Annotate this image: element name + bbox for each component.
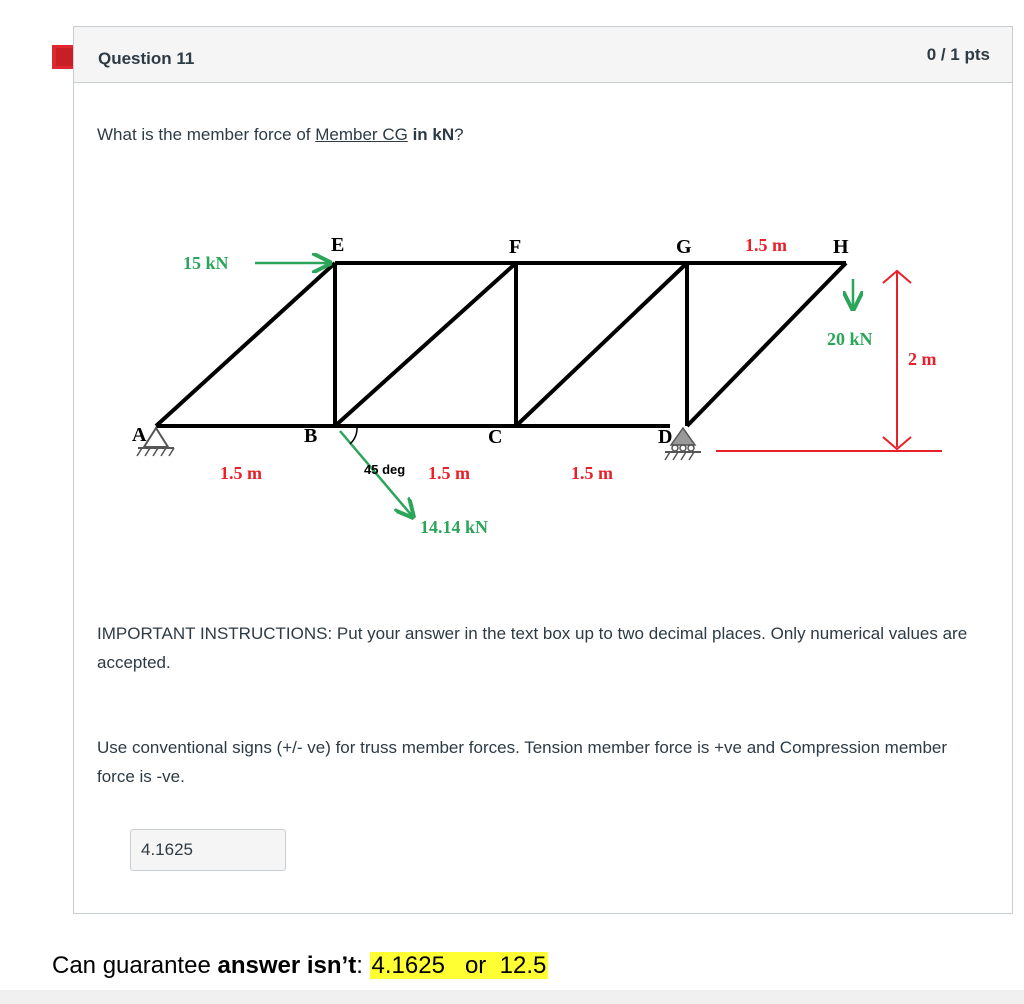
bottom-strip [0,990,1024,1004]
node-g-label: G [676,236,692,258]
node-f-label: F [509,236,522,258]
dim-ab-label: 1.5 m [220,463,262,483]
member-cg-link: Member CG [315,125,408,144]
angle-arc [350,427,357,444]
question-text-unit: in kN [412,125,455,144]
question-points: 0 / 1 pts [926,45,990,64]
question-text-suffix: ? [454,125,464,144]
load-h-label: 20 kN [827,329,873,349]
load-b-label: 14.14 kN [420,517,489,537]
sign-convention-text: Use conventional signs (+/- ve) for truss member forces. Tension member force is +ve and Compression member force is -ve. [97,738,948,786]
truss-members [156,263,846,426]
dim-bc-label: 1.5 m [428,463,470,483]
node-c-label: C [488,426,503,448]
node-d-label: D [658,426,673,448]
dim-cd-label: 1.5 m [571,463,613,483]
load-e-label: 15 kN [183,253,229,273]
node-h-label: H [833,236,849,258]
node-b-label: B [304,425,318,447]
question-text-prefix: What is the member force of [97,125,316,144]
important-instructions: IMPORTANT INSTRUCTIONS: Put your answer in the text box up to two decimal places. Only numerical values are accepted. [97,624,968,672]
truss-diagram [74,27,1012,587]
answer-input[interactable]: 4.1625 [130,829,286,871]
angle-label: 45 deg [364,462,406,477]
dim-gh-label: 1.5 m [745,235,787,255]
node-e-label: E [331,234,345,256]
note-bold: answer isn’t [217,952,357,979]
dim-height-label: 2 m [908,349,937,369]
question-title: Question 11 [98,49,195,68]
note-colon: : [356,952,370,979]
node-a-label: A [132,424,147,446]
note-value-1: 4.1625 or 12.5 [371,952,547,979]
question-card [73,26,1013,914]
annotation-note [52,952,548,980]
note-prefix: Can guarantee [52,952,218,979]
